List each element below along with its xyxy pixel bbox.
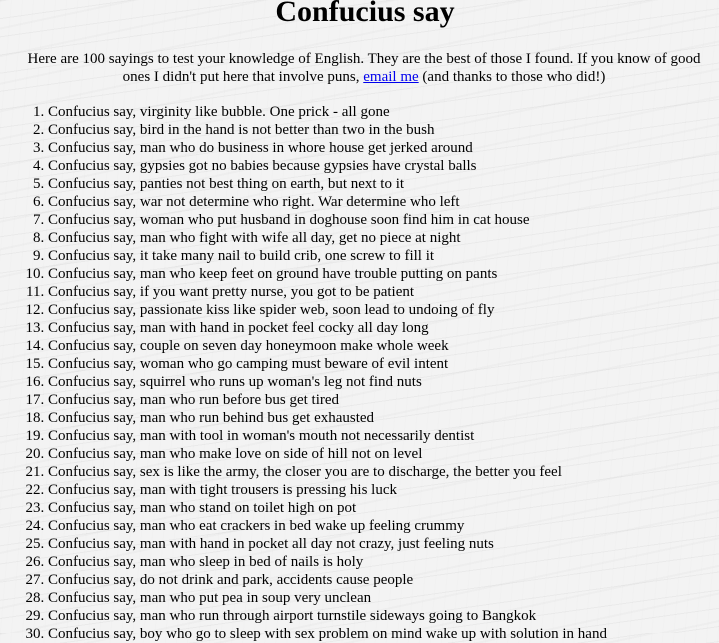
list-item: 26. Confucius say, man who sleep in bed of nails is holy bbox=[48, 553, 708, 571]
list-item: 3. Confucius say, man who do business in whore house get jerked around bbox=[48, 139, 708, 157]
sayings-list bbox=[0, 103, 708, 643]
list-item: 29. Confucius say, man who run through airport turnstile sideways going to Bangkok bbox=[48, 607, 708, 625]
list-item: 13. Confucius say, man with hand in pocket feel cocky all day long bbox=[48, 319, 708, 337]
list-item: 20. Confucius say, man who make love on side of hill not on level bbox=[48, 445, 708, 463]
list-item: 16. Confucius say, squirrel who runs up woman's leg not find nuts bbox=[48, 373, 708, 391]
page-title: Confucius say bbox=[275, 0, 455, 28]
list-item: 28. Confucius say, man who put pea in soup very unclean bbox=[48, 589, 708, 607]
list-item: 14. Confucius say, couple on seven day honeymoon make whole week bbox=[48, 337, 708, 355]
list-item: 6. Confucius say, war not determine who right. War determine who left bbox=[48, 193, 708, 211]
list-item: 18. Confucius say, man who run behind bus get exhausted bbox=[48, 409, 708, 427]
list-item: 23. Confucius say, man who stand on toilet high on pot bbox=[48, 499, 708, 517]
list-item: 24. Confucius say, man who eat crackers in bed wake up feeling crummy bbox=[48, 517, 708, 535]
list-item: 10. Confucius say, man who keep feet on ground have trouble putting on pants bbox=[48, 265, 708, 283]
list-item: 11. Confucius say, if you want pretty nurse, you got to be patient bbox=[48, 283, 708, 301]
list-item: 2. Confucius say, bird in the hand is not better than two in the bush bbox=[48, 121, 708, 139]
list-item: 17. Confucius say, man who run before bus get tired bbox=[48, 391, 708, 409]
list-item: 21. Confucius say, sex is like the army, the closer you are to discharge, the better you feel bbox=[48, 463, 708, 481]
list-item: 9. Confucius say, it take many nail to build crib, one screw to fill it bbox=[48, 247, 708, 265]
intro-text-before-link: Here are 100 sayings to test your knowledge of English. They are the best of those I found. If you know of good ones I didn't put here that involve puns, bbox=[27, 51, 701, 85]
list-item: 12. Confucius say, passionate kiss like spider web, soon lead to undoing of fly bbox=[48, 301, 708, 319]
list-item: 22. Confucius say, man with tight trousers is pressing his luck bbox=[48, 481, 708, 499]
list-item: 4. Confucius say, gypsies got no babies because gypsies have crystal balls bbox=[48, 157, 708, 175]
list-item: 27. Confucius say, do not drink and park, accidents cause people bbox=[48, 571, 708, 589]
intro-text-after-link: (and thanks to those who did!) bbox=[418, 69, 606, 85]
list-item: 15. Confucius say, woman who go camping must beware of evil intent bbox=[48, 355, 708, 373]
list-item: 7. Confucius say, woman who put husband in doghouse soon find him in cat house bbox=[48, 211, 708, 229]
list-item: 25. Confucius say, man with hand in pocket all day not crazy, just feeling nuts bbox=[48, 535, 708, 553]
list-item: 1. Confucius say, virginity like bubble. One prick - all gone bbox=[48, 103, 708, 121]
email-me-link[interactable]: email me bbox=[363, 69, 419, 85]
list-item: 5. Confucius say, panties not best thing on earth, but next to it bbox=[48, 175, 708, 193]
list-item: 19. Confucius say, man with tool in woman's mouth not necessarily dentist bbox=[48, 427, 708, 445]
list-item: 30. Confucius say, boy who go to sleep with sex problem on mind wake up with solution in hand bbox=[48, 625, 708, 643]
intro-paragraph bbox=[14, 50, 714, 86]
list-item: 8. Confucius say, man who fight with wife all day, get no piece at night bbox=[48, 229, 708, 247]
